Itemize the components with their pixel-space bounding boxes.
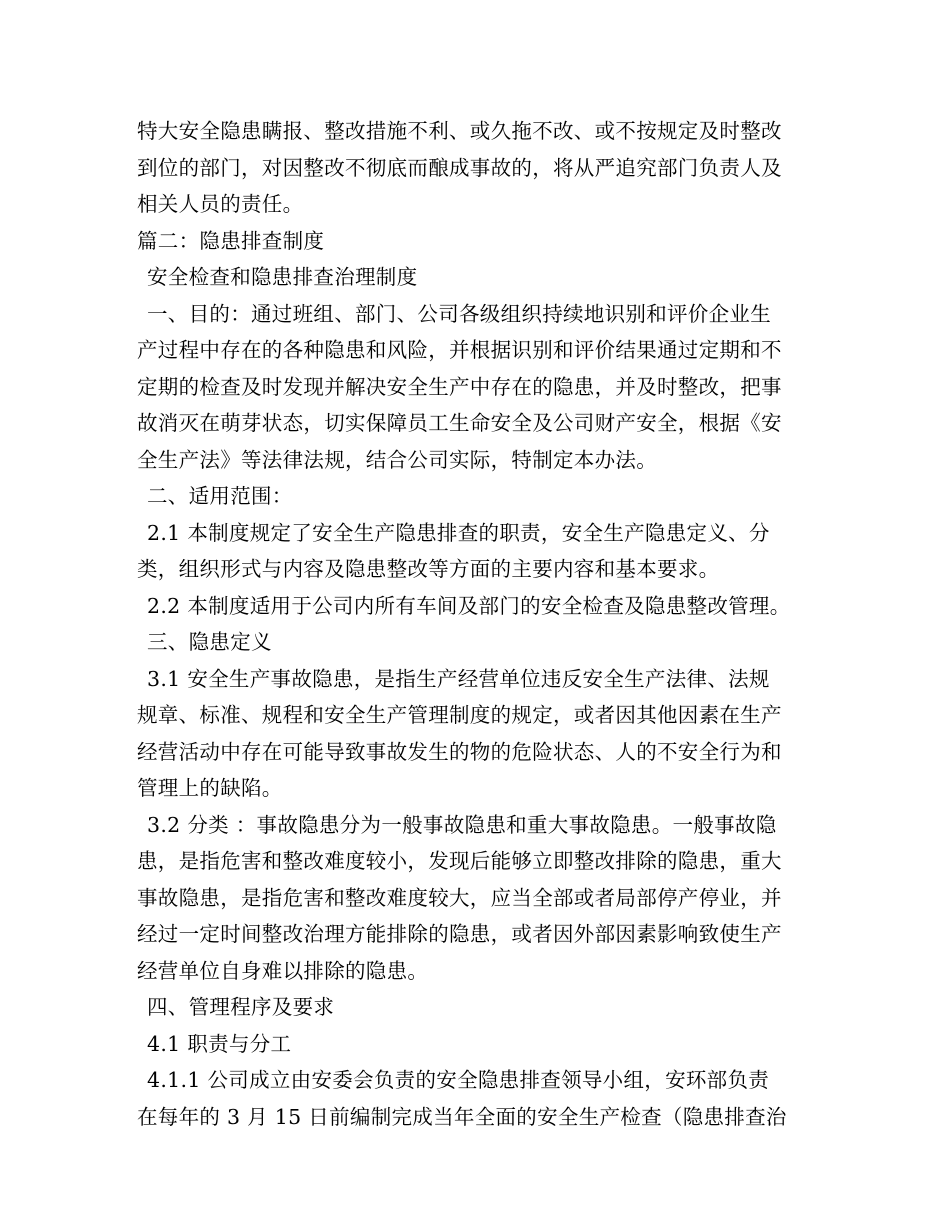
text-line: 3.1 安全生产事故隐患，是指生产经营单位违反安全生产法律、法规 [147, 666, 770, 691]
text-line: 2.1 本制度规定了安全生产隐患排查的职责，安全生产隐患定义、分 [147, 520, 770, 545]
text-line: 定期的检查及时发现并解决安全生产中存在的隐患，并及时整改，把事 [137, 374, 782, 399]
paragraph-p13 [137, 1062, 817, 1135]
text-line: 二、适用范围： [147, 484, 293, 508]
text-line: 4.1 职责与分工 [147, 1031, 292, 1056]
document-body [137, 113, 817, 1135]
text-line: 三、隐患定义 [147, 630, 272, 654]
text-line: 四、管理程序及要求 [147, 995, 335, 1019]
paragraph-p5 [137, 478, 817, 515]
text-line: 经过一定时间整改治理方能排除的隐患，或者因外部因素影响致使生产 [137, 922, 782, 946]
paragraph-p4 [137, 296, 817, 479]
text-line: 故消灭在萌芽状态，切实保障员工生命安全及公司财产安全，根据《安 [137, 411, 782, 435]
text-line: 相关人员的责任。 [137, 192, 304, 216]
text-line: 3.2 分类 ：事故隐患分为一般事故隐患和重大事故隐患。一般事故隐 [147, 812, 777, 837]
text-line: 事故隐患，是指危害和整改难度较大，应当全部或者局部停产停业，并 [137, 885, 782, 910]
text-line: 患，是指危害和整改难度较小，发现后能够立即整改排除的隐患，重大 [137, 849, 782, 873]
text-line: 在每年的 3 月 15 日前编制完成当年全面的安全生产检查（隐患排查治 [137, 1104, 787, 1129]
paragraph-p9 [137, 661, 817, 807]
text-line: 4.1.1 公司成立由安委会负责的安全隐患排查领导小组，安环部负责 [147, 1068, 770, 1092]
text-line: 规章、标准、规程和安全生产管理制度的规定，或者因其他因素在生产 [137, 703, 782, 727]
text-line: 经营活动中存在可能导致事故发生的物的危险状态、人的不安全行为和 [137, 739, 782, 764]
paragraph-p8 [137, 624, 817, 661]
paragraph-p7 [137, 588, 817, 625]
text-line: 类，组织形式与内容及隐患整改等方面的主要内容和基本要求。 [137, 557, 720, 581]
paragraph-p6 [137, 515, 817, 588]
text-line: 产过程中存在的各种隐患和风险，并根据识别和评价结果通过定期和不 [137, 338, 782, 362]
text-line: 经营单位自身难以排除的隐患。 [137, 958, 429, 983]
text-line: 管理上的缺陷。 [137, 776, 283, 800]
text-line: 安全检查和隐患排查治理制度 [147, 265, 418, 289]
paragraph-p10 [137, 807, 817, 990]
paragraph-p3 [137, 259, 817, 296]
text-line: 一、目的：通过班组、部门、公司各级组织持续地识别和评价企业生 [147, 301, 771, 326]
text-line: 全生产法》等法律法规，结合公司实际，特制定本办法。 [137, 447, 657, 472]
paragraph-p12 [137, 1026, 817, 1063]
text-line: 特大安全隐患瞒报、整改措施不利、或久拖不改、或不按规定及时整改 [137, 119, 782, 143]
paragraph-p2 [137, 223, 817, 260]
text-line: 2.2 本制度适用于公司内所有车间及部门的安全检查及隐患整改管理。 [147, 593, 791, 618]
paragraph-p11 [137, 989, 817, 1026]
text-line: 到位的部门，对因整改不彻底而酿成事故的，将从严追究部门负责人及 [137, 155, 782, 180]
paragraph-p1 [137, 113, 817, 223]
text-line: 篇二：隐患排查制度 [137, 228, 325, 253]
